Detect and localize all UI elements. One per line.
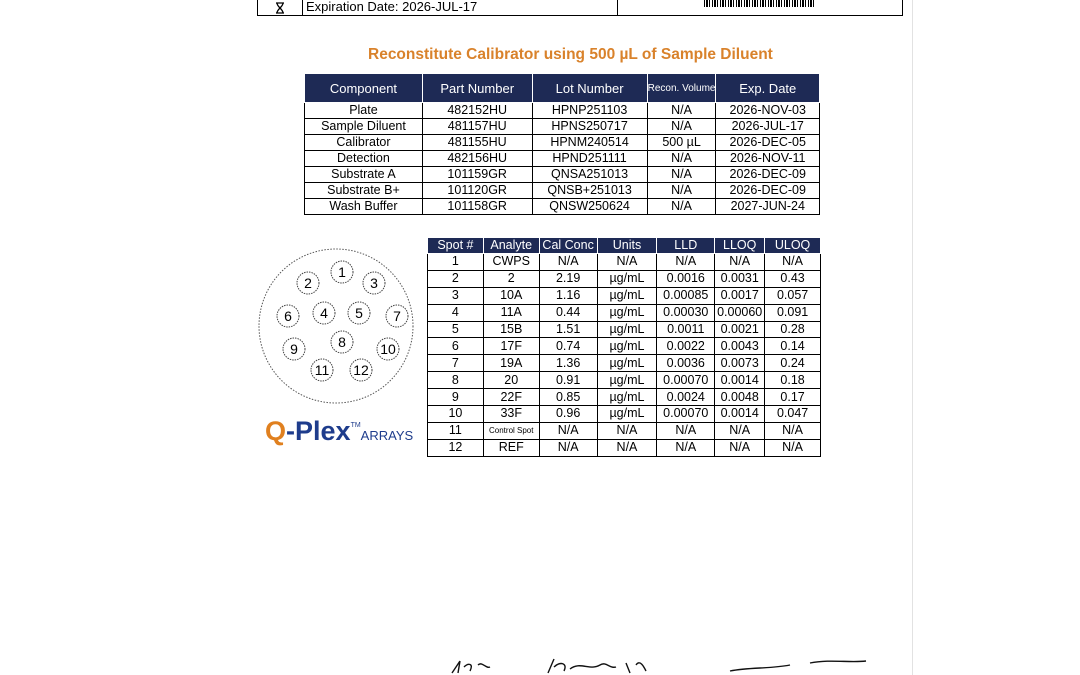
- spot-cell-units: µg/mL: [597, 355, 657, 372]
- spot-cell-spot: 8: [428, 372, 484, 389]
- spot-cell-spot: 4: [428, 304, 484, 321]
- logo-q: Q: [265, 416, 287, 446]
- spot-cell-lloq: 0.0048: [715, 389, 765, 406]
- spot-cell-cal-conc: 1.36: [539, 355, 597, 372]
- spot-cell-cal-conc: 0.91: [539, 372, 597, 389]
- component-cell-recon-volume: N/A: [647, 119, 716, 135]
- spot-cell-lloq: 0.00060: [715, 304, 765, 321]
- spot-cell-lloq: 0.0014: [715, 406, 765, 423]
- well-outline: [259, 249, 413, 403]
- component-row: [305, 183, 820, 199]
- spot-cell-uloq: 0.24: [765, 355, 821, 372]
- spot-cell-analyte: 19A: [483, 355, 539, 372]
- spot-label-8: 8: [338, 334, 346, 350]
- handwritten-signature: [430, 655, 890, 675]
- spot-header-units: Units: [597, 238, 657, 254]
- component-cell-lot-number: QNSW250624: [532, 199, 647, 215]
- spot-header-analyte: Analyte: [483, 238, 539, 254]
- component-cell-recon-volume: N/A: [647, 103, 716, 119]
- components-header-part-number: Part Number: [422, 74, 532, 103]
- spot-cell-lloq: 0.0043: [715, 338, 765, 355]
- spot-cell-units: µg/mL: [597, 372, 657, 389]
- component-cell-exp-date: 2027-JUN-24: [716, 199, 820, 215]
- spot-cell-lld: 0.0024: [657, 389, 715, 406]
- spot-cell-lld: N/A: [657, 254, 715, 271]
- spot-label-6: 6: [284, 308, 292, 324]
- spot-map-diagram: [256, 248, 416, 406]
- analyte-spot-table: [427, 237, 821, 457]
- spot-label-2: 2: [304, 275, 312, 291]
- spot-cell-lloq: 0.0021: [715, 321, 765, 338]
- spot-cell-lld: 0.00030: [657, 304, 715, 321]
- spot-cell-lld: 0.0011: [657, 321, 715, 338]
- component-row: [305, 119, 820, 135]
- spot-cell-units: N/A: [597, 422, 657, 439]
- spot-row: [428, 439, 821, 456]
- expiration-date: Expiration Date: 2026-JUL-17: [302, 0, 618, 15]
- spot-label-12: 12: [353, 362, 369, 378]
- spot-cell-analyte: REF: [483, 439, 539, 456]
- spot-header-lld: LLD: [657, 238, 715, 254]
- component-cell-part-number: 482156HU: [422, 151, 532, 167]
- spot-label-4: 4: [320, 305, 328, 321]
- logo-arrays: ARRAYS: [360, 428, 414, 443]
- spot-cell-spot: 5: [428, 321, 484, 338]
- components-header-recon-volume: Recon. Volume: [647, 74, 716, 103]
- spot-cell-uloq: N/A: [765, 254, 821, 271]
- spot-cell-lld: 0.00070: [657, 406, 715, 423]
- spot-cell-analyte: 22F: [483, 389, 539, 406]
- spot-row: [428, 372, 821, 389]
- spot-cell-cal-conc: 1.51: [539, 321, 597, 338]
- spot-label-3: 3: [370, 275, 378, 291]
- spot-cell-spot: 6: [428, 338, 484, 355]
- component-row: [305, 199, 820, 215]
- page-edge: [912, 0, 913, 675]
- spot-cell-spot: 7: [428, 355, 484, 372]
- logo-tm: TM: [350, 422, 361, 429]
- component-cell-part-number: 481155HU: [422, 135, 532, 151]
- components-header-lot-number: Lot Number: [532, 74, 647, 103]
- spot-cell-spot: 9: [428, 389, 484, 406]
- spot-cell-spot: 2: [428, 270, 484, 287]
- components-header-row: [305, 74, 820, 103]
- spot-label-11: 11: [314, 362, 330, 378]
- spot-cell-uloq: 0.057: [765, 287, 821, 304]
- spot-cell-units: N/A: [597, 254, 657, 271]
- spot-cell-uloq: 0.28: [765, 321, 821, 338]
- spot-cell-cal-conc: N/A: [539, 439, 597, 456]
- spot-cell-lloq: 0.0014: [715, 372, 765, 389]
- spot-cell-analyte: 11A: [483, 304, 539, 321]
- spot-cell-lloq: 0.0031: [715, 270, 765, 287]
- spot-row: [428, 389, 821, 406]
- component-cell-exp-date: 2026-NOV-11: [716, 151, 820, 167]
- component-cell-component: Plate: [305, 103, 423, 119]
- component-cell-lot-number: QNSB+251013: [532, 183, 647, 199]
- components-table: [304, 73, 820, 215]
- spot-cell-units: µg/mL: [597, 406, 657, 423]
- spot-row: [428, 321, 821, 338]
- spot-cell-lloq: N/A: [715, 422, 765, 439]
- spot-row: [428, 406, 821, 423]
- spot-cell-uloq: 0.14: [765, 338, 821, 355]
- component-cell-component: Substrate A: [305, 167, 423, 183]
- spot-cell-analyte: 20: [483, 372, 539, 389]
- spot-cell-uloq: 0.047: [765, 406, 821, 423]
- component-cell-recon-volume: 500 µL: [647, 135, 716, 151]
- spot-label-5: 5: [355, 305, 363, 321]
- component-cell-part-number: 481157HU: [422, 119, 532, 135]
- spot-cell-lloq: N/A: [715, 254, 765, 271]
- component-cell-recon-volume: N/A: [647, 199, 716, 215]
- hourglass-icon-cell: [258, 0, 303, 15]
- spot-cell-lld: 0.0022: [657, 338, 715, 355]
- spot-cell-analyte: 17F: [483, 338, 539, 355]
- component-cell-component: Sample Diluent: [305, 119, 423, 135]
- logo-plex: -Plex: [286, 416, 351, 446]
- spot-cell-spot: 1: [428, 254, 484, 271]
- spot-label-1: 1: [338, 264, 346, 280]
- component-cell-exp-date: 2026-DEC-09: [716, 167, 820, 183]
- spot-cell-spot: 10: [428, 406, 484, 423]
- spot-cell-uloq: 0.091: [765, 304, 821, 321]
- spot-label-7: 7: [393, 308, 401, 324]
- component-cell-part-number: 101158GR: [422, 199, 532, 215]
- spot-cell-lld: N/A: [657, 439, 715, 456]
- spot-cell-lld: N/A: [657, 422, 715, 439]
- spot-cell-spot: 11: [428, 422, 484, 439]
- component-cell-lot-number: HPNS250717: [532, 119, 647, 135]
- spot-cell-uloq: N/A: [765, 422, 821, 439]
- spot-row: [428, 254, 821, 271]
- spot-cell-lloq: 0.0073: [715, 355, 765, 372]
- spot-row: [428, 355, 821, 372]
- component-row: [305, 135, 820, 151]
- spot-cell-cal-conc: 0.96: [539, 406, 597, 423]
- q-plex-arrays-logo: [265, 416, 425, 452]
- spot-cell-lld: 0.0036: [657, 355, 715, 372]
- spot-cell-uloq: 0.43: [765, 270, 821, 287]
- component-cell-part-number: 101120GR: [422, 183, 532, 199]
- spot-label-10: 10: [380, 341, 396, 357]
- component-cell-component: Calibrator: [305, 135, 423, 151]
- spot-cell-spot: 12: [428, 439, 484, 456]
- spot-cell-lld: 0.00070: [657, 372, 715, 389]
- component-cell-recon-volume: N/A: [647, 167, 716, 183]
- spot-row: [428, 422, 821, 439]
- component-cell-exp-date: 2026-NOV-03: [716, 103, 820, 119]
- hourglass-icon: [274, 2, 286, 14]
- spot-header-uloq: ULOQ: [765, 238, 821, 254]
- spot-cell-cal-conc: N/A: [539, 422, 597, 439]
- barcode: [704, 0, 814, 7]
- spot-header-spot: Spot #: [428, 238, 484, 254]
- component-cell-lot-number: HPNP251103: [532, 103, 647, 119]
- component-cell-component: Wash Buffer: [305, 199, 423, 215]
- component-cell-part-number: 482152HU: [422, 103, 532, 119]
- spot-cell-analyte: CWPS: [483, 254, 539, 271]
- spot-cell-cal-conc: 0.85: [539, 389, 597, 406]
- spot-cell-lld: 0.00085: [657, 287, 715, 304]
- spot-cell-uloq: 0.17: [765, 389, 821, 406]
- spot-cell-analyte: 33F: [483, 406, 539, 423]
- spot-row: [428, 287, 821, 304]
- component-row: [305, 103, 820, 119]
- component-cell-exp-date: 2026-JUL-17: [716, 119, 820, 135]
- reconstitution-heading: Reconstitute Calibrator using 500 µL of Sample Diluent: [368, 46, 773, 63]
- spot-cell-units: µg/mL: [597, 321, 657, 338]
- component-cell-exp-date: 2026-DEC-05: [716, 135, 820, 151]
- spot-cell-analyte: 15B: [483, 321, 539, 338]
- component-cell-component: Detection: [305, 151, 423, 167]
- component-cell-component: Substrate B+: [305, 183, 423, 199]
- spot-label-9: 9: [290, 341, 298, 357]
- spot-cell-cal-conc: 2.19: [539, 270, 597, 287]
- spot-cell-lloq: N/A: [715, 439, 765, 456]
- spot-header-row: [428, 238, 821, 254]
- component-cell-recon-volume: N/A: [647, 151, 716, 167]
- top-label-strip: [257, 0, 903, 16]
- component-cell-exp-date: 2026-DEC-09: [716, 183, 820, 199]
- spot-cell-lld: 0.0016: [657, 270, 715, 287]
- component-row: [305, 151, 820, 167]
- component-cell-part-number: 101159GR: [422, 167, 532, 183]
- components-header-component: Component: [305, 74, 423, 103]
- spot-cell-units: µg/mL: [597, 270, 657, 287]
- spot-cell-units: N/A: [597, 439, 657, 456]
- spot-row: [428, 270, 821, 287]
- spot-cell-uloq: 0.18: [765, 372, 821, 389]
- spot-row: [428, 338, 821, 355]
- spot-cell-analyte: 2: [483, 270, 539, 287]
- spot-cell-analyte: 10A: [483, 287, 539, 304]
- spot-cell-units: µg/mL: [597, 389, 657, 406]
- component-cell-recon-volume: N/A: [647, 183, 716, 199]
- spot-cell-cal-conc: 0.74: [539, 338, 597, 355]
- spot-cell-cal-conc: 1.16: [539, 287, 597, 304]
- spot-header-cal-conc: Cal Conc: [539, 238, 597, 254]
- spot-cell-spot: 3: [428, 287, 484, 304]
- spot-cell-analyte: Control Spot: [483, 422, 539, 439]
- spot-header-lloq: LLOQ: [715, 238, 765, 254]
- spot-cell-units: µg/mL: [597, 338, 657, 355]
- component-cell-lot-number: QNSA251013: [532, 167, 647, 183]
- spot-cell-units: µg/mL: [597, 287, 657, 304]
- spot-row: [428, 304, 821, 321]
- components-header-exp-date: Exp. Date: [716, 74, 820, 103]
- spot-cell-cal-conc: N/A: [539, 254, 597, 271]
- spot-cell-lloq: 0.0017: [715, 287, 765, 304]
- component-cell-lot-number: HPND251111: [532, 151, 647, 167]
- component-row: [305, 167, 820, 183]
- spot-cell-uloq: N/A: [765, 439, 821, 456]
- spot-cell-units: µg/mL: [597, 304, 657, 321]
- component-cell-lot-number: HPNM240514: [532, 135, 647, 151]
- spot-cell-cal-conc: 0.44: [539, 304, 597, 321]
